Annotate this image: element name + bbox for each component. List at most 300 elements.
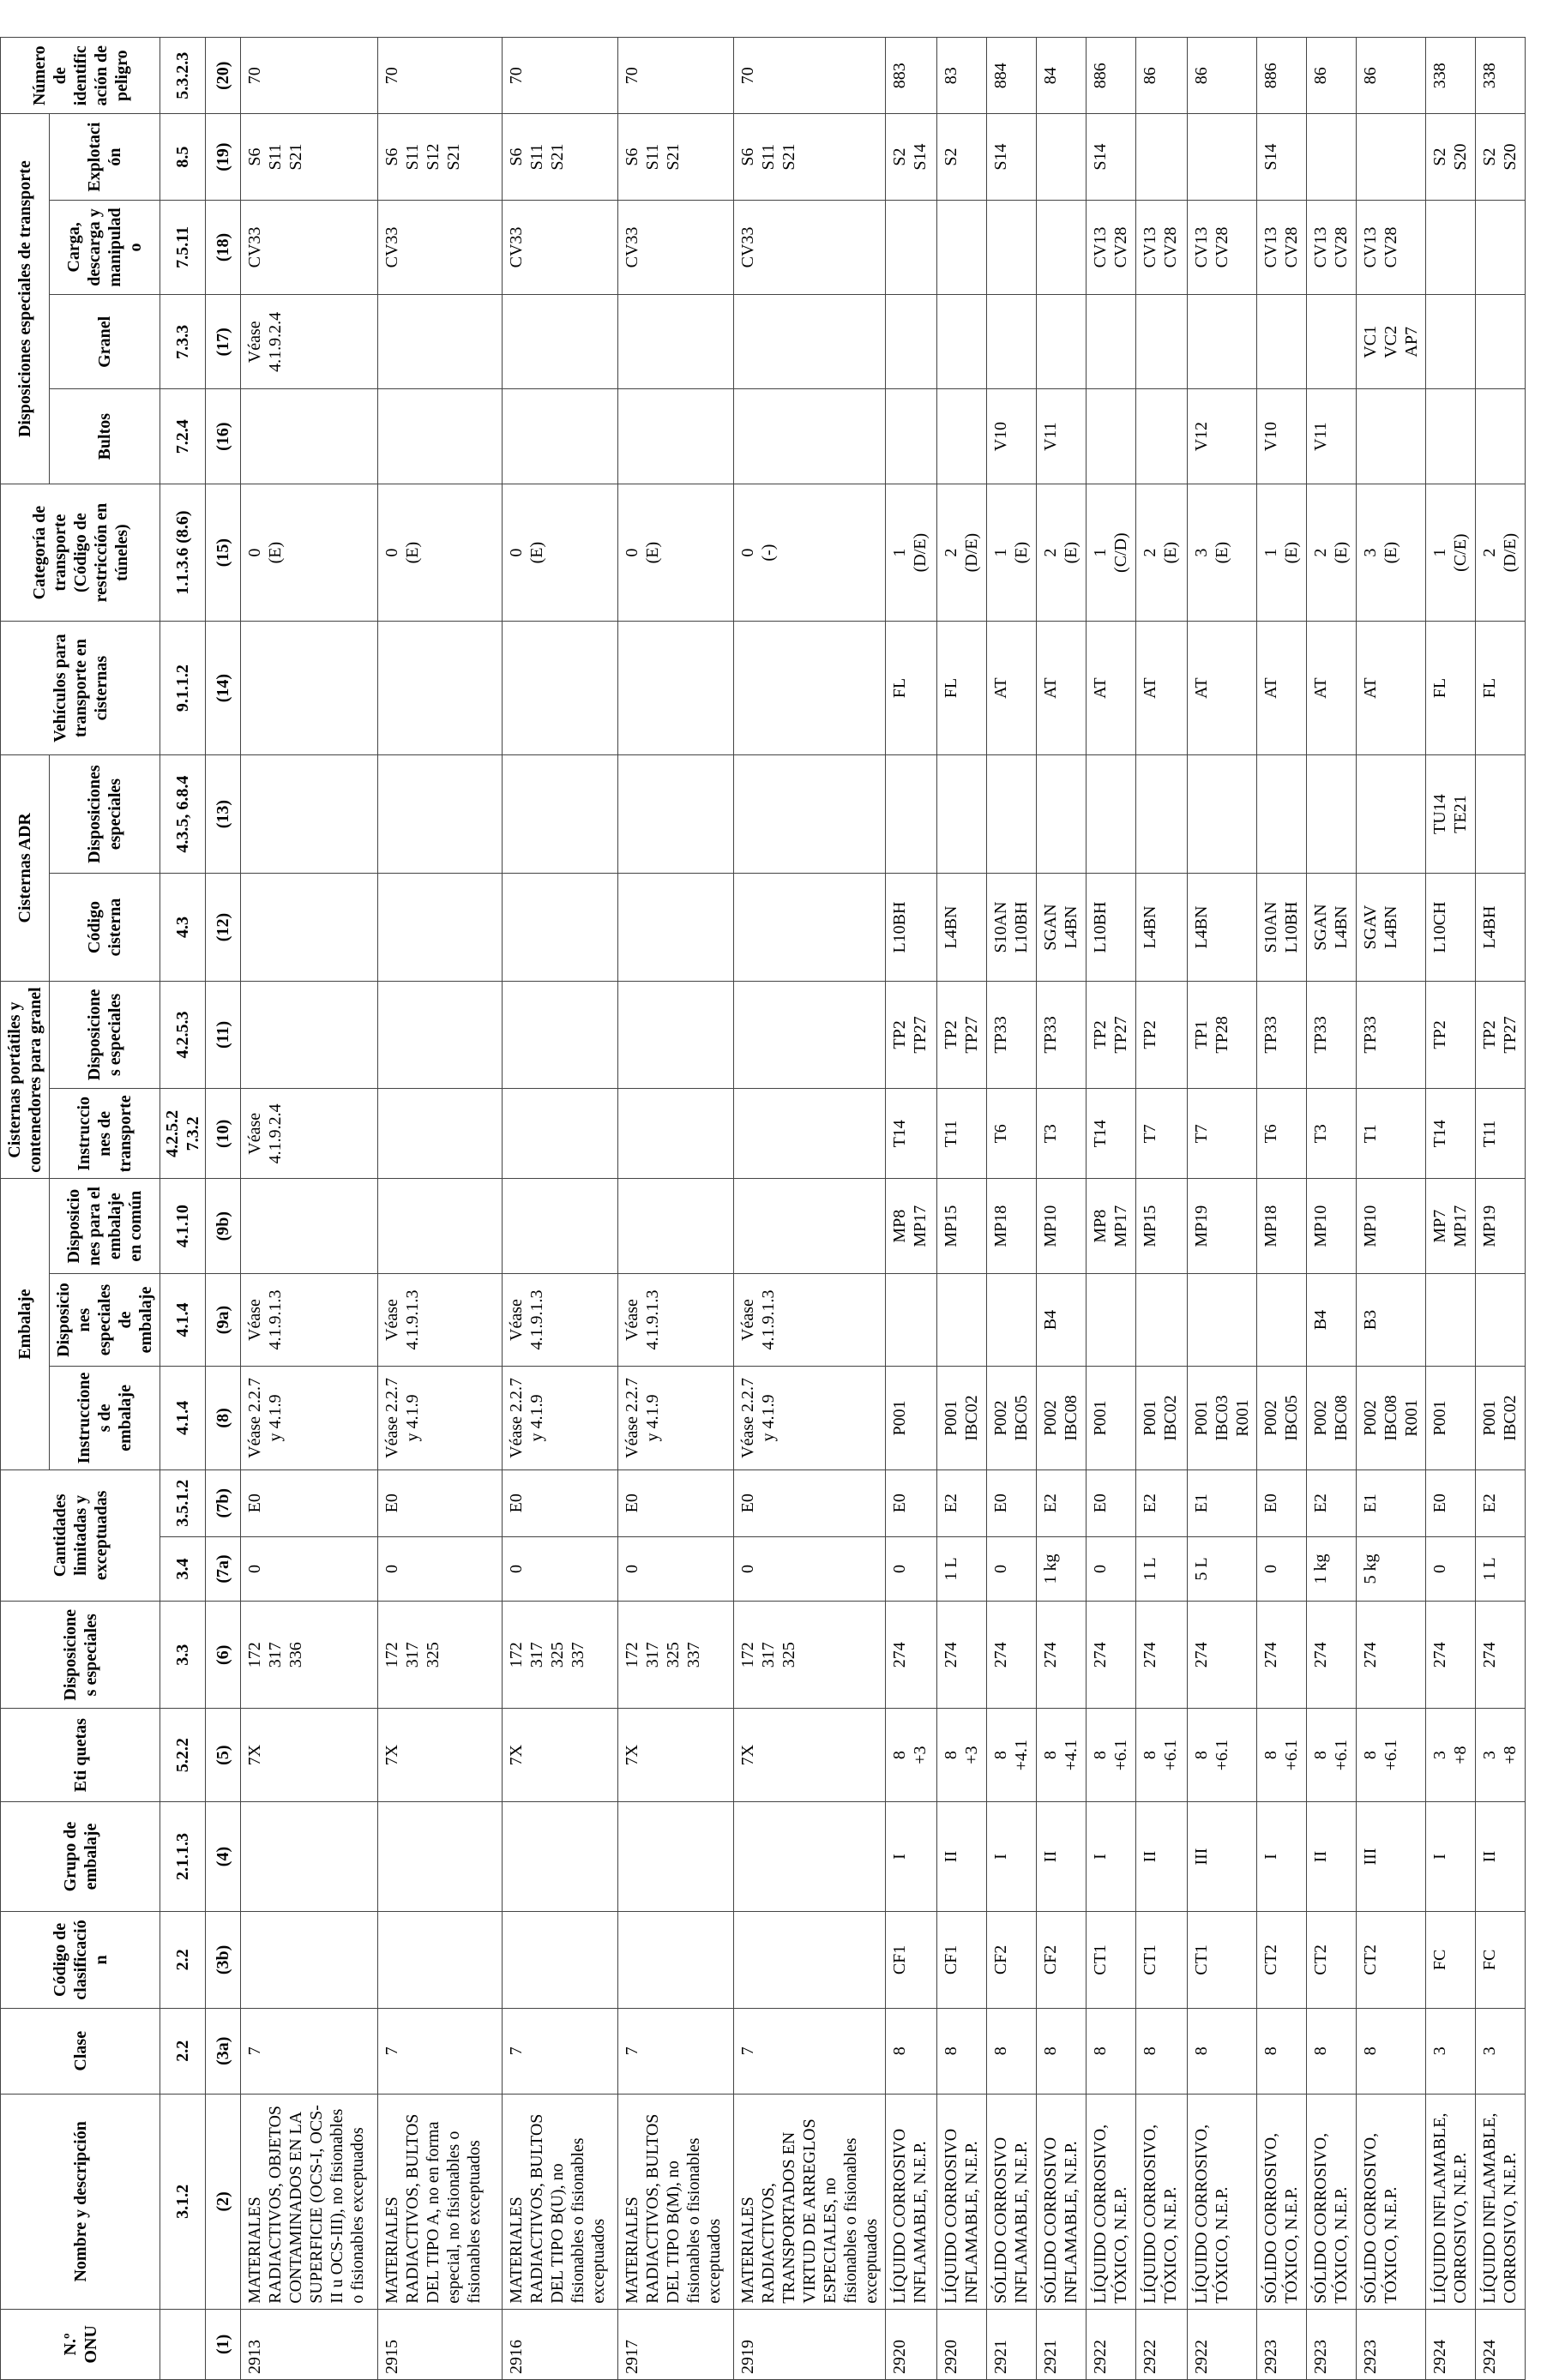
table-row [1307, 38, 1357, 2380]
table-cell [503, 1469, 618, 1536]
table-cell [503, 622, 618, 755]
table-cell [734, 1912, 886, 2008]
cell-text: 8 [1192, 2046, 1211, 2056]
cell-text: 86 [1361, 67, 1380, 85]
cell-text: E0 [1430, 1494, 1449, 1513]
cell-text: LÍQUIDO CORROSIVO, TÓXICO, N.E.P. [1192, 2124, 1231, 2304]
table-cell [886, 295, 937, 389]
table-cell [886, 1801, 937, 1911]
cell-text: 1 (C/E) [1430, 533, 1470, 572]
table-cell [378, 484, 503, 622]
table-cell [1426, 622, 1476, 755]
table-row [1476, 38, 1526, 2380]
table-cell [1307, 1367, 1357, 1469]
table-cell [937, 1536, 987, 1601]
table-cell [378, 1469, 503, 1536]
header-labels: Eti quetas [1, 1709, 160, 1801]
table-cell [1426, 389, 1476, 484]
table-cell [734, 1367, 886, 1469]
table-cell [1426, 754, 1476, 873]
table-cell [1087, 484, 1136, 622]
cell-text: CV13 CV28 [1192, 226, 1231, 268]
table-cell [618, 622, 734, 755]
table-cell [503, 1367, 618, 1469]
cell-text: 8 +6.1 [1091, 1740, 1130, 1771]
table-cell [1476, 1179, 1526, 1273]
cell-text: V10 [1261, 421, 1280, 452]
column-number-cell: (11) [206, 981, 241, 1088]
table-cell [1188, 1709, 1257, 1801]
table-cell [1257, 1536, 1307, 1601]
cell-text: 8 +6.1 [1192, 1740, 1231, 1771]
table-cell [1307, 2309, 1357, 2379]
table-body [241, 38, 1526, 2380]
cell-text: LÍQUIDO CORROSIVO INFLAMABLE, N.E.P. [890, 2128, 930, 2304]
cell-text: MP19 [1192, 1205, 1211, 1247]
table-cell [1426, 2094, 1476, 2309]
cell-text: 8 [1091, 2046, 1110, 2056]
table-cell [1357, 200, 1426, 294]
table-cell [1307, 622, 1357, 755]
cell-text: AT [1192, 677, 1211, 699]
table-cell [1136, 2094, 1188, 2309]
table-row [503, 38, 618, 2380]
cell-text: P002 IBC08 [1311, 1395, 1351, 1441]
header-packing-group: Grupo de embalaje [1, 1801, 160, 1911]
table-cell [886, 200, 937, 294]
table-cell [1188, 1273, 1257, 1366]
table-cell [987, 1912, 1037, 2008]
table-cell [1476, 754, 1526, 873]
cell-text: TP2 TP27 [890, 1016, 930, 1054]
table-cell [241, 1469, 378, 1536]
table-cell [886, 2309, 937, 2379]
cell-text: SGAN L4BN [1311, 904, 1351, 951]
column-number-cell: (2) [206, 2094, 241, 2309]
table-cell [503, 754, 618, 873]
table-cell [1087, 1801, 1136, 1911]
table-cell [886, 1273, 937, 1366]
table-cell [1426, 1801, 1476, 1911]
table-cell [1087, 2309, 1136, 2379]
table-cell [1188, 200, 1257, 294]
cell-text: CV13 CV28 [1261, 226, 1301, 268]
table-cell [1476, 1801, 1526, 1911]
cell-text: 8 +4.1 [1041, 1740, 1081, 1771]
cell-text: FL [890, 677, 909, 699]
table-cell [1136, 1179, 1188, 1273]
cell-text: P002 IBC08 [1041, 1395, 1081, 1441]
cell-text: S14 [991, 143, 1010, 171]
table-cell [734, 874, 886, 981]
table-cell [503, 1273, 618, 1366]
cell-text: CV13 CV28 [1141, 226, 1180, 268]
table-cell [618, 1367, 734, 1469]
table-cell [1188, 1469, 1257, 1536]
table-cell [886, 1367, 937, 1469]
table-cell [1307, 114, 1357, 200]
table-cell [886, 1089, 937, 1179]
table-cell [503, 2094, 618, 2309]
cell-text: L4BN [942, 905, 960, 949]
cell-text: Véase 4.1.9.1.3 [245, 1289, 285, 1350]
header-packages: Bultos [50, 389, 160, 484]
table-cell [1476, 622, 1526, 755]
table-cell [1136, 754, 1188, 873]
table-cell [1307, 389, 1357, 484]
table-cell [1136, 114, 1188, 200]
cell-text: 7 [507, 2046, 526, 2056]
table-cell [987, 484, 1037, 622]
table-cell [734, 38, 886, 114]
cell-text: III [1192, 1848, 1211, 1866]
cell-text: FL [942, 677, 960, 699]
table-cell [1037, 2309, 1087, 2379]
cell-text: 7 [623, 2046, 641, 2056]
cell-text: 8 +4.1 [991, 1740, 1031, 1771]
cell-text: AT [1091, 677, 1110, 699]
column-number-cell: (14) [206, 622, 241, 755]
table-row [1136, 38, 1188, 2380]
table-cell [987, 389, 1037, 484]
table-cell [1357, 874, 1426, 981]
cell-text: 2915 [382, 2340, 401, 2374]
table-cell [241, 874, 378, 981]
cell-text: 1 L [1141, 1557, 1159, 1581]
table-cell [1037, 1367, 1087, 1469]
column-number-cell: (18) [206, 200, 241, 294]
table-cell [1257, 1089, 1307, 1179]
table-cell [1136, 1912, 1188, 2008]
table-cell [1037, 1089, 1087, 1179]
table-cell [886, 874, 937, 981]
table-cell [378, 1089, 503, 1179]
table-cell [1037, 874, 1087, 981]
table-cell [886, 754, 937, 873]
cell-text: T3 [1041, 1124, 1060, 1144]
table-cell [886, 389, 937, 484]
cell-text: 8 +6.1 [1141, 1740, 1180, 1771]
cell-text: 7X [623, 1744, 641, 1766]
cell-text: 1 kg [1041, 1554, 1060, 1584]
table-cell [1188, 754, 1257, 873]
cell-text: MP19 [1480, 1205, 1499, 1247]
table-cell [1307, 1912, 1357, 2008]
cell-text: 2922 [1091, 2340, 1110, 2374]
header-portable-tanks: Cisternas portátiles y contenedores para granel [1, 981, 50, 1179]
cell-text: S14 [1261, 143, 1280, 171]
table-cell [1087, 2008, 1136, 2094]
cell-text: FC [1480, 1949, 1499, 1971]
cell-text: 2917 [623, 2340, 641, 2374]
cell-text: T14 [890, 1120, 909, 1148]
table-cell [1307, 874, 1357, 981]
cell-text: SÓLIDO CORROSIVO INFLAMABLE, N.E.P. [991, 2137, 1031, 2304]
table-cell [1087, 2094, 1136, 2309]
table-cell [1136, 1367, 1188, 1469]
cell-text: 8 [991, 2046, 1010, 2056]
column-number-cell: (3b) [206, 1912, 241, 2008]
cell-text: 1 kg [1311, 1554, 1330, 1584]
cell-text: T1 [1361, 1124, 1380, 1144]
cell-text: CV33 [382, 226, 401, 268]
cell-text: 274 [1192, 1642, 1211, 1668]
table-cell [1037, 1273, 1087, 1366]
cell-text: 0 [382, 1564, 401, 1573]
table-cell [1307, 200, 1357, 294]
header-limited-quantities: Cantidades limitadas y exceptuadas [1, 1469, 160, 1601]
table-cell [1188, 389, 1257, 484]
cell-text: 7 [382, 2046, 401, 2056]
cell-text: 86 [1141, 67, 1159, 85]
cell-text: Véase 4.1.9.1.3 [623, 1289, 662, 1350]
table-cell [937, 1367, 987, 1469]
cell-text: L10BH [1091, 901, 1110, 953]
table-cell [987, 200, 1037, 294]
table-row [1357, 38, 1426, 2380]
table-cell [1037, 114, 1087, 200]
header-group-row [1, 38, 50, 2380]
table-cell [937, 1273, 987, 1366]
cell-text: MP15 [1141, 1205, 1159, 1247]
cell-text: CV33 [738, 226, 757, 268]
cell-text: Véase 2.2.7 y 4.1.9 [507, 1377, 546, 1458]
cell-text: TP33 [1361, 1016, 1380, 1054]
table-cell [1476, 1602, 1526, 1709]
cell-text: CT1 [1091, 1944, 1110, 1975]
cell-text: MP10 [1041, 1205, 1060, 1247]
header-transport-category: Categoría de transporte (Código de restricción en túneles) [1, 484, 160, 622]
table-cell [1136, 1801, 1188, 1911]
column-number-cell: (1) [206, 2309, 241, 2379]
table-cell [1426, 1912, 1476, 2008]
ref-cell: 2.2 [160, 1912, 206, 2008]
table-cell [1307, 1179, 1357, 1273]
table-cell [503, 981, 618, 1088]
cell-text: E0 [738, 1494, 757, 1513]
header-special-transport: Disposiciones especiales de transporte [1, 114, 50, 484]
table-cell [1087, 200, 1136, 294]
cell-text: 2 (E) [1041, 541, 1081, 564]
table-row [886, 38, 937, 2380]
table-cell [1257, 981, 1307, 1088]
table-cell [1307, 1273, 1357, 1366]
table-cell [1087, 1273, 1136, 1366]
table-cell [886, 114, 937, 200]
cell-text: S2 S14 [890, 143, 930, 171]
cell-text: V12 [1192, 421, 1211, 452]
table-cell [618, 200, 734, 294]
header-packing-instructions: Instrucciones de embalaje [50, 1367, 160, 1469]
cell-text: 8 [1361, 2046, 1380, 2056]
cell-text: 274 [890, 1642, 909, 1668]
cell-text: 274 [1141, 1642, 1159, 1668]
cell-text: 8 [1041, 2046, 1060, 2056]
table-cell [1257, 2094, 1307, 2309]
table-cell [1136, 1709, 1188, 1801]
cell-text: 172 317 325 337 [507, 1642, 587, 1668]
table-cell [503, 389, 618, 484]
table-row [1426, 38, 1476, 2380]
cell-text: MP15 [942, 1205, 960, 1247]
table-cell [886, 2094, 937, 2309]
table-cell [1037, 622, 1087, 755]
table-row [1037, 38, 1087, 2380]
cell-text: CV13 CV28 [1361, 226, 1400, 268]
cell-text: 338 [1430, 63, 1449, 89]
table-cell [1307, 1709, 1357, 1801]
ref-cell: 7.3.3 [160, 295, 206, 389]
table-cell [1426, 1469, 1476, 1536]
table-cell [378, 622, 503, 755]
table-cell [618, 389, 734, 484]
table-cell [1426, 200, 1476, 294]
table-cell [503, 2008, 618, 2094]
table-cell [1188, 2008, 1257, 2094]
table-cell [1188, 1089, 1257, 1179]
cell-text: T3 [1311, 1124, 1330, 1144]
table-cell [1257, 484, 1307, 622]
cell-text: 274 [1261, 1642, 1280, 1668]
table-cell [1426, 1536, 1476, 1601]
table-row [378, 38, 503, 2380]
table-cell [1188, 114, 1257, 200]
table-cell [503, 1912, 618, 2008]
table-cell [1257, 1179, 1307, 1273]
cell-text: E1 [1361, 1494, 1380, 1513]
cell-text: Véase 4.1.9.1.3 [738, 1289, 778, 1350]
table-cell [987, 295, 1037, 389]
header-un-no: N.º ONU [1, 2309, 160, 2379]
table-cell [618, 1709, 734, 1801]
cell-text: 2919 [738, 2340, 757, 2374]
table-cell [1136, 200, 1188, 294]
table-cell [1087, 1469, 1136, 1536]
cell-text: 70 [507, 67, 526, 85]
cell-text: 884 [991, 63, 1010, 89]
cell-text: 883 [890, 63, 909, 89]
header-packaging: Embalaje [1, 1179, 50, 1469]
table-cell [937, 2309, 987, 2379]
table-cell [1136, 2309, 1188, 2379]
cell-text: AT [1041, 677, 1060, 699]
cell-text: 172 317 325 [738, 1642, 798, 1668]
table-cell [937, 1709, 987, 1801]
cell-text: E1 [1192, 1494, 1211, 1513]
column-number-cell: (19) [206, 114, 241, 200]
table-cell [1307, 1469, 1357, 1536]
table-cell [1257, 200, 1307, 294]
cell-text: CF2 [991, 1944, 1010, 1975]
table-cell [937, 484, 987, 622]
cell-text: 8 [1311, 2046, 1330, 2056]
cell-text: V11 [1041, 422, 1060, 452]
cell-text: TU14 TE21 [1430, 794, 1470, 834]
cell-text: AT [1361, 677, 1380, 699]
cell-text: S6 S11 S12 S21 [382, 143, 463, 171]
cell-text: S6 S11 S21 [507, 143, 567, 171]
table-cell [1087, 1912, 1136, 2008]
cell-text: 1 (D/E) [890, 532, 930, 573]
cell-text: 8 +3 [890, 1746, 930, 1764]
table-cell [1257, 1602, 1307, 1709]
table-cell [1087, 754, 1136, 873]
ref-cell: 8.5 [160, 114, 206, 200]
cell-text: 274 [1091, 1642, 1110, 1668]
cell-text: T7 [1141, 1124, 1159, 1144]
table-cell [1476, 1536, 1526, 1601]
cell-text: 274 [1480, 1642, 1499, 1668]
cell-text: MATERIALES RADIACTIVOS, BULTOS DEL TIPO B(U), no fisionables o fisionables exceptuados [507, 2113, 608, 2304]
cell-text: 3 +8 [1430, 1746, 1470, 1764]
cell-text: E2 [942, 1494, 960, 1513]
table-cell [1426, 2008, 1476, 2094]
table-cell [937, 1179, 987, 1273]
table-cell [1357, 38, 1426, 114]
table-cell [734, 981, 886, 1088]
table-cell [1136, 484, 1188, 622]
table-cell [618, 1912, 734, 2008]
table-cell [886, 1469, 937, 1536]
cell-text: 0 [1430, 1564, 1449, 1573]
table-cell [1087, 1367, 1136, 1469]
cell-text: MP8 MP17 [1091, 1205, 1130, 1247]
cell-text: 0 [1261, 1564, 1280, 1573]
table-cell [1136, 981, 1188, 1088]
cell-text: FC [1430, 1949, 1449, 1971]
table-cell [378, 295, 503, 389]
ref-cell: 1.1.3.6 (8.6) [160, 484, 206, 622]
cell-text: VC1 VC2 AP7 [1361, 325, 1421, 358]
cell-text: CV13 CV28 [1311, 226, 1351, 268]
table-cell [1188, 38, 1257, 114]
cell-text: B4 [1041, 1309, 1060, 1331]
cell-text: E0 [382, 1494, 401, 1513]
table-cell [378, 1602, 503, 1709]
table-cell [987, 874, 1037, 981]
table-cell [503, 295, 618, 389]
table-cell [1257, 2309, 1307, 2379]
cell-text: Véase 4.1.9.1.3 [382, 1289, 422, 1350]
table-cell [378, 981, 503, 1088]
cell-text: CV33 [245, 226, 264, 268]
cell-text: L10BH [890, 901, 909, 953]
cell-text: LÍQUIDO CORROSIVO, TÓXICO, N.E.P. [1091, 2124, 1130, 2304]
column-number-cell: (7b) [206, 1469, 241, 1536]
table-cell [241, 484, 378, 622]
cell-text: E0 [623, 1494, 641, 1513]
table-cell [734, 754, 886, 873]
table-cell [503, 114, 618, 200]
cell-text: 70 [738, 67, 757, 85]
ref-cell: 7.5.11 [160, 200, 206, 294]
cell-text: 1 (E) [991, 541, 1031, 564]
cell-text: AT [1261, 677, 1280, 699]
cell-text: 2922 [1192, 2340, 1211, 2374]
table-cell [378, 200, 503, 294]
cell-text: 0 [991, 1564, 1010, 1573]
table-cell [1307, 1602, 1357, 1709]
cell-text: S2 S20 [1430, 143, 1470, 171]
table-cell [378, 1179, 503, 1273]
column-number-cell: (10) [206, 1089, 241, 1179]
table-cell [1136, 1469, 1188, 1536]
cell-text: CT2 [1361, 1944, 1380, 1975]
table-cell [937, 1801, 987, 1911]
table-cell [1037, 389, 1087, 484]
table-cell [1257, 1273, 1307, 1366]
table-cell [886, 1912, 937, 2008]
